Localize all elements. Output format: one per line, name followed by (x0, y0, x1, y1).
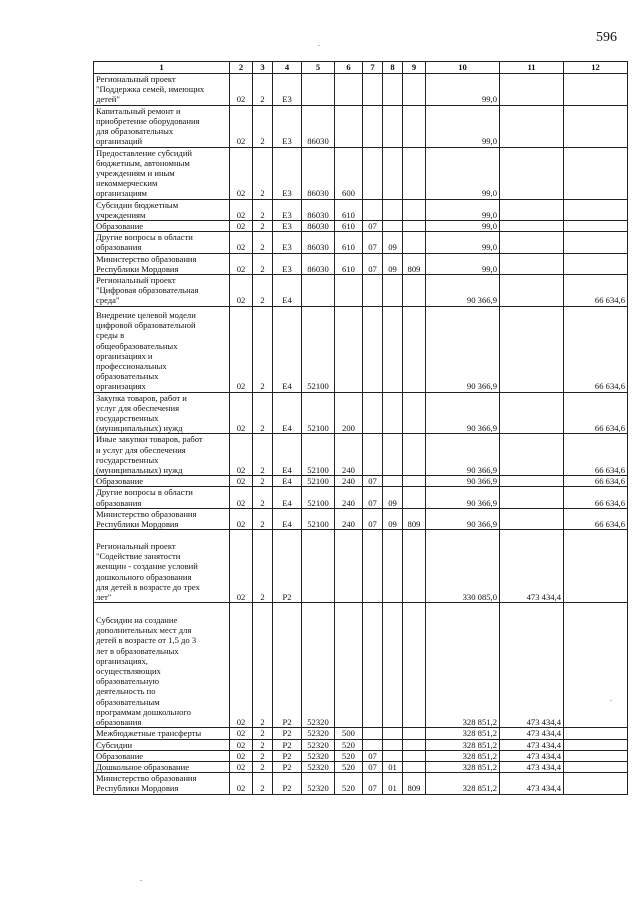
column-header-7: 7 (363, 62, 383, 74)
cell-col-2: 02 (230, 508, 253, 529)
cell-col-4: Е4 (273, 306, 302, 392)
cell-col-7 (363, 392, 383, 434)
cell-col-10: 328 851,2 (426, 750, 500, 761)
cell-col-11: 473 434,4 (500, 530, 564, 603)
cell-col-8 (383, 74, 403, 106)
cell-col-6: 610 (335, 221, 363, 232)
row-name-cell: Субсидии на создание дополнительных мест для детей в возрасте от 1,5 до 3 лет в образовательных организациях, осуществляющих образовательную деятельность по образовательным программам дошкольного образования (94, 603, 230, 728)
cell-col-12 (564, 603, 628, 728)
cell-col-3: 2 (253, 603, 273, 728)
cell-col-4: Е4 (273, 434, 302, 476)
cell-col-5: 52100 (302, 392, 335, 434)
cell-col-4: Р2 (273, 761, 302, 772)
row-name-cell: Предоставление субсидий бюджетным, автономным учреждениям и иным некоммерческим организациям (94, 147, 230, 199)
row-name-cell: Министерство образования Республики Мордовия (94, 508, 230, 529)
table-row (94, 392, 628, 434)
cell-col-10: 90 366,9 (426, 306, 500, 392)
cell-col-2: 02 (230, 221, 253, 232)
cell-col-8 (383, 105, 403, 147)
cell-col-8 (383, 147, 403, 199)
cell-col-6: 520 (335, 761, 363, 772)
cell-col-5: 52100 (302, 306, 335, 392)
cell-col-6: 520 (335, 739, 363, 750)
cell-col-7: 07 (363, 508, 383, 529)
cell-col-11: 473 434,4 (500, 773, 564, 794)
row-name-cell: Закупка товаров, работ и услуг для обеспечения государственных (муниципальных) нужд (94, 392, 230, 434)
cell-col-11 (500, 74, 564, 106)
cell-col-3: 2 (253, 105, 273, 147)
cell-col-8 (383, 728, 403, 739)
cell-col-4: Е4 (273, 275, 302, 307)
cell-col-2: 02 (230, 603, 253, 728)
column-header-11: 11 (500, 62, 564, 74)
table-row (94, 773, 628, 794)
cell-col-4: Е3 (273, 221, 302, 232)
cell-col-5: 52100 (302, 434, 335, 476)
cell-col-6: 610 (335, 199, 363, 220)
cell-col-8 (383, 603, 403, 728)
cell-col-8: 01 (383, 761, 403, 772)
cell-col-8 (383, 750, 403, 761)
cell-col-5: 52100 (302, 508, 335, 529)
cell-col-6: 240 (335, 476, 363, 487)
cell-col-3: 2 (253, 728, 273, 739)
cell-col-10: 90 366,9 (426, 275, 500, 307)
cell-col-10: 99,0 (426, 253, 500, 274)
cell-col-10: 330 085,0 (426, 530, 500, 603)
cell-col-3: 2 (253, 232, 273, 253)
cell-col-7 (363, 74, 383, 106)
cell-col-9: 809 (403, 253, 426, 274)
cell-col-12 (564, 761, 628, 772)
cell-col-7 (363, 739, 383, 750)
cell-col-10: 90 366,9 (426, 487, 500, 508)
row-name-cell: Образование (94, 750, 230, 761)
cell-col-8: 01 (383, 773, 403, 794)
cell-col-8: 09 (383, 487, 403, 508)
cell-col-4: Е4 (273, 476, 302, 487)
row-name-cell: Субсидии (94, 739, 230, 750)
cell-col-2: 02 (230, 105, 253, 147)
cell-col-2: 02 (230, 306, 253, 392)
cell-col-5: 52320 (302, 773, 335, 794)
cell-col-11: 473 434,4 (500, 603, 564, 728)
cell-col-10: 328 851,2 (426, 728, 500, 739)
column-header-3: 3 (253, 62, 273, 74)
row-name-cell: Региональный проект "Содействие занятости женщин - создание условий дошкольного образования для детей в возрасте до трех лет" (94, 530, 230, 603)
row-name-cell: Другие вопросы в области образования (94, 232, 230, 253)
cell-col-3: 2 (253, 476, 273, 487)
cell-col-4: Е3 (273, 74, 302, 106)
row-name-cell: Капитальный ремонт и приобретение оборудования для образовательных организаций (94, 105, 230, 147)
cell-col-12: 66 634,6 (564, 487, 628, 508)
cell-col-9 (403, 603, 426, 728)
cell-col-8 (383, 530, 403, 603)
row-name-cell: Иные закупки товаров, работ и услуг для обеспечения государственных (муниципальных) нужд (94, 434, 230, 476)
cell-col-8: 09 (383, 253, 403, 274)
cell-col-12 (564, 232, 628, 253)
cell-col-12: 66 634,6 (564, 306, 628, 392)
cell-col-5: 52100 (302, 476, 335, 487)
cell-col-11 (500, 508, 564, 529)
cell-col-3: 2 (253, 487, 273, 508)
cell-col-6: 200 (335, 392, 363, 434)
cell-col-7 (363, 306, 383, 392)
cell-col-10: 328 851,2 (426, 773, 500, 794)
cell-col-9: 809 (403, 773, 426, 794)
table-row (94, 221, 628, 232)
cell-col-10: 90 366,9 (426, 508, 500, 529)
page-number: 596 (596, 30, 617, 45)
cell-col-6: 520 (335, 750, 363, 761)
cell-col-7 (363, 728, 383, 739)
cell-col-3: 2 (253, 773, 273, 794)
cell-col-5: 52320 (302, 728, 335, 739)
table-row (94, 750, 628, 761)
cell-col-10: 99,0 (426, 105, 500, 147)
cell-col-3: 2 (253, 761, 273, 772)
cell-col-6 (335, 603, 363, 728)
cell-col-5 (302, 74, 335, 106)
cell-col-11 (500, 275, 564, 307)
cell-col-6 (335, 530, 363, 603)
cell-col-8 (383, 306, 403, 392)
cell-col-5: 52320 (302, 750, 335, 761)
cell-col-3: 2 (253, 508, 273, 529)
cell-col-2: 02 (230, 728, 253, 739)
cell-col-9 (403, 392, 426, 434)
cell-col-7: 07 (363, 773, 383, 794)
cell-col-2: 02 (230, 773, 253, 794)
cell-col-9 (403, 761, 426, 772)
table-row (94, 74, 628, 106)
cell-col-2: 02 (230, 275, 253, 307)
cell-col-12 (564, 530, 628, 603)
header-row (94, 62, 628, 74)
cell-col-5 (302, 530, 335, 603)
cell-col-6: 240 (335, 487, 363, 508)
cell-col-11 (500, 253, 564, 274)
cell-col-2: 02 (230, 253, 253, 274)
budget-table (93, 61, 628, 795)
cell-col-3: 2 (253, 434, 273, 476)
cell-col-12 (564, 253, 628, 274)
cell-col-11 (500, 105, 564, 147)
cell-col-6: 600 (335, 147, 363, 199)
cell-col-6: 240 (335, 508, 363, 529)
cell-col-2: 02 (230, 487, 253, 508)
cell-col-10: 328 851,2 (426, 739, 500, 750)
cell-col-5: 86030 (302, 221, 335, 232)
cell-col-9 (403, 306, 426, 392)
cell-col-6: 610 (335, 253, 363, 274)
cell-col-10: 90 366,9 (426, 476, 500, 487)
cell-col-6 (335, 306, 363, 392)
cell-col-2: 02 (230, 147, 253, 199)
cell-col-9: 809 (403, 508, 426, 529)
column-header-4: 4 (273, 62, 302, 74)
table-row (94, 232, 628, 253)
cell-col-8 (383, 392, 403, 434)
cell-col-4: Е3 (273, 147, 302, 199)
column-header-6: 6 (335, 62, 363, 74)
cell-col-2: 02 (230, 750, 253, 761)
cell-col-3: 2 (253, 750, 273, 761)
cell-col-7 (363, 275, 383, 307)
cell-col-2: 02 (230, 392, 253, 434)
cell-col-5: 52320 (302, 739, 335, 750)
cell-col-12: 66 634,6 (564, 392, 628, 434)
cell-col-6: 500 (335, 728, 363, 739)
cell-col-3: 2 (253, 74, 273, 106)
cell-col-11 (500, 232, 564, 253)
cell-col-9 (403, 275, 426, 307)
cell-col-9 (403, 530, 426, 603)
cell-col-4: Е3 (273, 253, 302, 274)
cell-col-7: 07 (363, 750, 383, 761)
cell-col-10: 90 366,9 (426, 434, 500, 476)
cell-col-2: 02 (230, 761, 253, 772)
cell-col-9 (403, 728, 426, 739)
cell-col-3: 2 (253, 199, 273, 220)
row-name-cell: Региональный проект "Поддержка семей, имеющих детей" (94, 74, 230, 106)
cell-col-5: 52320 (302, 603, 335, 728)
cell-col-4: Р2 (273, 773, 302, 794)
cell-col-7: 07 (363, 232, 383, 253)
cell-col-3: 2 (253, 530, 273, 603)
column-header-9: 9 (403, 62, 426, 74)
cell-col-9 (403, 199, 426, 220)
cell-col-11 (500, 199, 564, 220)
cell-col-10: 99,0 (426, 74, 500, 106)
cell-col-10: 99,0 (426, 221, 500, 232)
cell-col-11 (500, 392, 564, 434)
cell-col-10: 99,0 (426, 232, 500, 253)
cell-col-10: 99,0 (426, 199, 500, 220)
table-row (94, 306, 628, 392)
cell-col-11: 473 434,4 (500, 739, 564, 750)
cell-col-11: 473 434,4 (500, 728, 564, 739)
cell-col-3: 2 (253, 275, 273, 307)
cell-col-7 (363, 199, 383, 220)
cell-col-6: 240 (335, 434, 363, 476)
cell-col-4: Р2 (273, 739, 302, 750)
scan-speck (610, 700, 612, 701)
cell-col-9 (403, 232, 426, 253)
cell-col-12 (564, 739, 628, 750)
table-row (94, 105, 628, 147)
cell-col-5: 86030 (302, 147, 335, 199)
cell-col-6: 610 (335, 232, 363, 253)
cell-col-7 (363, 434, 383, 476)
row-name-cell: Образование (94, 221, 230, 232)
cell-col-8 (383, 434, 403, 476)
cell-col-9 (403, 739, 426, 750)
cell-col-7 (363, 147, 383, 199)
table-row (94, 761, 628, 772)
cell-col-9 (403, 147, 426, 199)
cell-col-11 (500, 434, 564, 476)
cell-col-2: 02 (230, 739, 253, 750)
cell-col-4: Е3 (273, 232, 302, 253)
cell-col-6: 520 (335, 773, 363, 794)
cell-col-12 (564, 105, 628, 147)
cell-col-12 (564, 147, 628, 199)
row-name-cell: Дошкольное образование (94, 761, 230, 772)
row-name-cell: Внедрение целевой модели цифровой образовательной среды в общеобразовательных организациях и профессиональных образовательных организациях (94, 306, 230, 392)
cell-col-10: 99,0 (426, 147, 500, 199)
cell-col-4: Р2 (273, 530, 302, 603)
table-row (94, 147, 628, 199)
cell-col-11 (500, 487, 564, 508)
cell-col-10: 90 366,9 (426, 392, 500, 434)
table-body (94, 74, 628, 795)
cell-col-5: 86030 (302, 199, 335, 220)
cell-col-12: 66 634,6 (564, 434, 628, 476)
cell-col-7 (363, 603, 383, 728)
cell-col-4: Р2 (273, 750, 302, 761)
row-name-cell: Министерство образования Республики Мордовия (94, 773, 230, 794)
scan-speck (140, 880, 142, 881)
table-row (94, 487, 628, 508)
cell-col-11 (500, 306, 564, 392)
cell-col-2: 02 (230, 434, 253, 476)
cell-col-7 (363, 105, 383, 147)
table-row (94, 434, 628, 476)
cell-col-4: Е4 (273, 487, 302, 508)
table-header (94, 62, 628, 74)
cell-col-4: Р2 (273, 728, 302, 739)
cell-col-2: 02 (230, 476, 253, 487)
cell-col-5: 86030 (302, 105, 335, 147)
cell-col-6 (335, 275, 363, 307)
row-name-cell: Другие вопросы в области образования (94, 487, 230, 508)
cell-col-11 (500, 476, 564, 487)
row-name-cell: Межбюджетные трансферты (94, 728, 230, 739)
cell-col-7: 07 (363, 476, 383, 487)
cell-col-6 (335, 105, 363, 147)
cell-col-7 (363, 530, 383, 603)
cell-col-12: 66 634,6 (564, 275, 628, 307)
table-row (94, 199, 628, 220)
cell-col-3: 2 (253, 253, 273, 274)
cell-col-4: Е3 (273, 199, 302, 220)
cell-col-11 (500, 221, 564, 232)
cell-col-8 (383, 476, 403, 487)
cell-col-8 (383, 199, 403, 220)
cell-col-7: 07 (363, 487, 383, 508)
cell-col-11: 473 434,4 (500, 761, 564, 772)
column-header-10: 10 (426, 62, 500, 74)
table-row (94, 476, 628, 487)
cell-col-12 (564, 750, 628, 761)
table-row (94, 275, 628, 307)
cell-col-8 (383, 275, 403, 307)
cell-col-12 (564, 74, 628, 106)
cell-col-9 (403, 74, 426, 106)
cell-col-3: 2 (253, 392, 273, 434)
cell-col-3: 2 (253, 147, 273, 199)
cell-col-5 (302, 275, 335, 307)
cell-col-8: 09 (383, 232, 403, 253)
cell-col-12: 66 634,6 (564, 508, 628, 529)
column-header-12: 12 (564, 62, 628, 74)
cell-col-7: 07 (363, 221, 383, 232)
table-row (94, 530, 628, 603)
cell-col-12 (564, 728, 628, 739)
table-row (94, 728, 628, 739)
cell-col-11 (500, 147, 564, 199)
cell-col-8 (383, 739, 403, 750)
row-name-cell: Субсидии бюджетным учреждениям (94, 199, 230, 220)
cell-col-9 (403, 487, 426, 508)
table-row (94, 603, 628, 728)
cell-col-4: Е3 (273, 105, 302, 147)
column-header-8: 8 (383, 62, 403, 74)
cell-col-3: 2 (253, 739, 273, 750)
cell-col-2: 02 (230, 232, 253, 253)
scan-speck (318, 45, 320, 46)
column-header-2: 2 (230, 62, 253, 74)
column-header-1: 1 (94, 62, 230, 74)
table-row (94, 739, 628, 750)
cell-col-4: Е4 (273, 392, 302, 434)
row-name-cell: Региональный проект "Цифровая образовательная среда" (94, 275, 230, 307)
cell-col-6 (335, 74, 363, 106)
cell-col-2: 02 (230, 530, 253, 603)
cell-col-9 (403, 221, 426, 232)
cell-col-5: 52320 (302, 761, 335, 772)
cell-col-8: 09 (383, 508, 403, 529)
cell-col-11: 473 434,4 (500, 750, 564, 761)
cell-col-3: 2 (253, 306, 273, 392)
cell-col-10: 328 851,2 (426, 761, 500, 772)
cell-col-4: Р2 (273, 603, 302, 728)
table-row (94, 508, 628, 529)
column-header-5: 5 (302, 62, 335, 74)
cell-col-5: 86030 (302, 232, 335, 253)
cell-col-5: 86030 (302, 253, 335, 274)
cell-col-12 (564, 221, 628, 232)
cell-col-9 (403, 750, 426, 761)
cell-col-7: 07 (363, 761, 383, 772)
cell-col-9 (403, 434, 426, 476)
cell-col-12: 66 634,6 (564, 476, 628, 487)
cell-col-5: 52100 (302, 487, 335, 508)
cell-col-9 (403, 476, 426, 487)
row-name-cell: Министерство образования Республики Мордовия (94, 253, 230, 274)
cell-col-2: 02 (230, 199, 253, 220)
cell-col-8 (383, 221, 403, 232)
cell-col-3: 2 (253, 221, 273, 232)
table-row (94, 253, 628, 274)
row-name-cell: Образование (94, 476, 230, 487)
cell-col-9 (403, 105, 426, 147)
cell-col-12 (564, 199, 628, 220)
cell-col-10: 328 851,2 (426, 603, 500, 728)
cell-col-12 (564, 773, 628, 794)
cell-col-2: 02 (230, 74, 253, 106)
cell-col-7: 07 (363, 253, 383, 274)
cell-col-4: Е4 (273, 508, 302, 529)
